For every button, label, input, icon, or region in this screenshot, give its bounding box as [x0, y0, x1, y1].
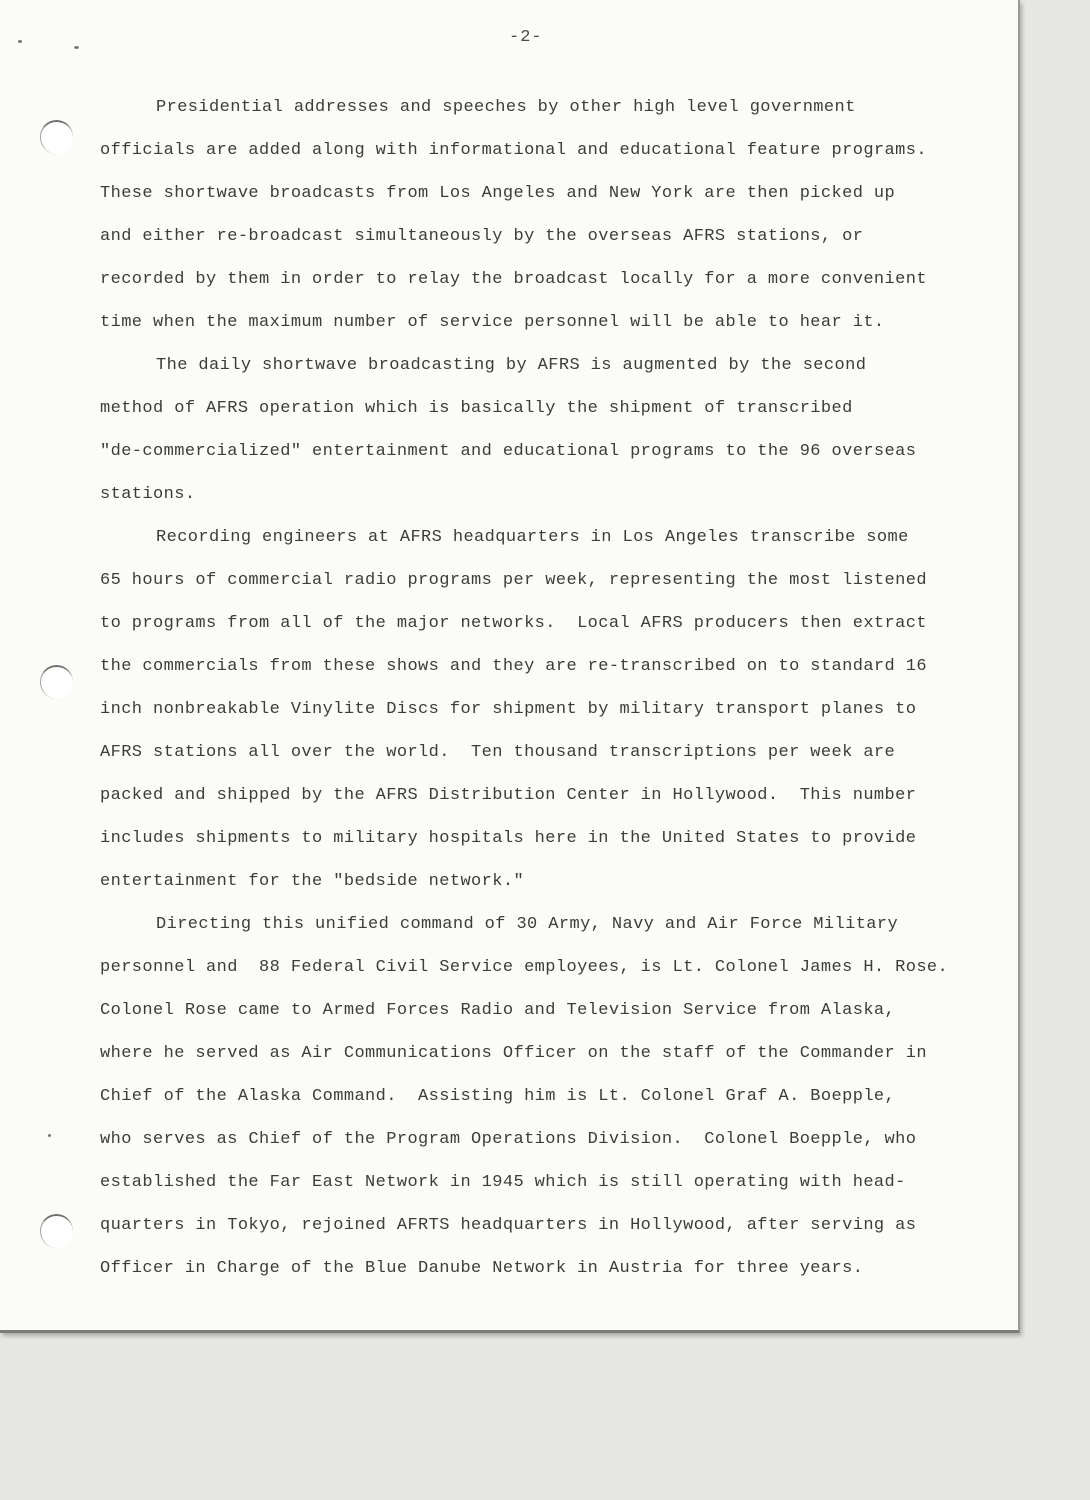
paragraph-1: [100, 86, 1000, 344]
text-line: to programs from all of the major networks. Local AFRS producers then extract: [100, 614, 927, 633]
text-line: AFRS stations all over the world. Ten thousand transcriptions per week are: [100, 743, 896, 762]
text-line: includes shipments to military hospitals here in the United States to provide: [100, 829, 917, 848]
paper-speck: [74, 46, 79, 49]
text-line: "de-commercialized" entertainment and educational programs to the 96 overseas: [100, 442, 917, 461]
text-line: Presidential addresses and speeches by other high level government: [156, 98, 856, 117]
punch-hole-bottom: [40, 1214, 73, 1248]
text-line: stations.: [100, 485, 196, 504]
text-line: method of AFRS operation which is basically the shipment of transcribed: [100, 399, 853, 418]
text-line: Recording engineers at AFRS headquarters in Los Angeles transcribe some: [156, 528, 909, 547]
text-line: Directing this unified command of 30 Army, Navy and Air Force Military: [156, 915, 899, 934]
text-line: officials are added along with informational and educational feature programs.: [100, 141, 927, 160]
text-line: Officer in Charge of the Blue Danube Network in Austria for three years.: [100, 1259, 864, 1278]
text-line: time when the maximum number of service personnel will be able to hear it.: [100, 313, 885, 332]
text-line: quarters in Tokyo, rejoined AFRTS headquarters in Hollywood, after serving as: [100, 1216, 917, 1235]
paragraph-2: [100, 344, 1000, 516]
paragraph-4: [100, 903, 1000, 1290]
text-line: personnel and 88 Federal Civil Service employees, is Lt. Colonel James H. Rose.: [100, 958, 949, 977]
body-text: [100, 86, 1000, 1290]
text-line: the commercials from these shows and they are re-transcribed on to standard 16: [100, 657, 927, 676]
text-line: 65 hours of commercial radio programs per week, representing the most listened: [100, 571, 927, 590]
text-line: entertainment for the "bedside network.": [100, 872, 525, 891]
text-line: The daily shortwave broadcasting by AFRS is augmented by the second: [156, 356, 867, 375]
punch-hole-middle: [40, 665, 73, 699]
text-line: recorded by them in order to relay the broadcast locally for a more convenient: [100, 270, 927, 289]
paper-speck: [48, 1134, 51, 1137]
text-line: packed and shipped by the AFRS Distribution Center in Hollywood. This number: [100, 786, 917, 805]
text-line: established the Far East Network in 1945 which is still operating with head-: [100, 1173, 906, 1192]
text-line: These shortwave broadcasts from Los Angeles and New York are then picked up: [100, 184, 896, 203]
text-line: Colonel Rose came to Armed Forces Radio and Television Service from Alaska,: [100, 1001, 896, 1020]
text-line: who serves as Chief of the Program Operations Division. Colonel Boepple, who: [100, 1130, 917, 1149]
paper-speck: [18, 40, 22, 43]
text-line: inch nonbreakable Vinylite Discs for shipment by military transport planes to: [100, 700, 917, 719]
text-line: and either re-broadcast simultaneously by the overseas AFRS stations, or: [100, 227, 864, 246]
page-number: -2-: [509, 28, 543, 47]
text-line: where he served as Air Communications Officer on the staff of the Commander in: [100, 1044, 927, 1063]
paragraph-3: [100, 516, 1000, 903]
text-line: Chief of the Alaska Command. Assisting him is Lt. Colonel Graf A. Boepple,: [100, 1087, 896, 1106]
punch-hole-top: [40, 120, 73, 154]
